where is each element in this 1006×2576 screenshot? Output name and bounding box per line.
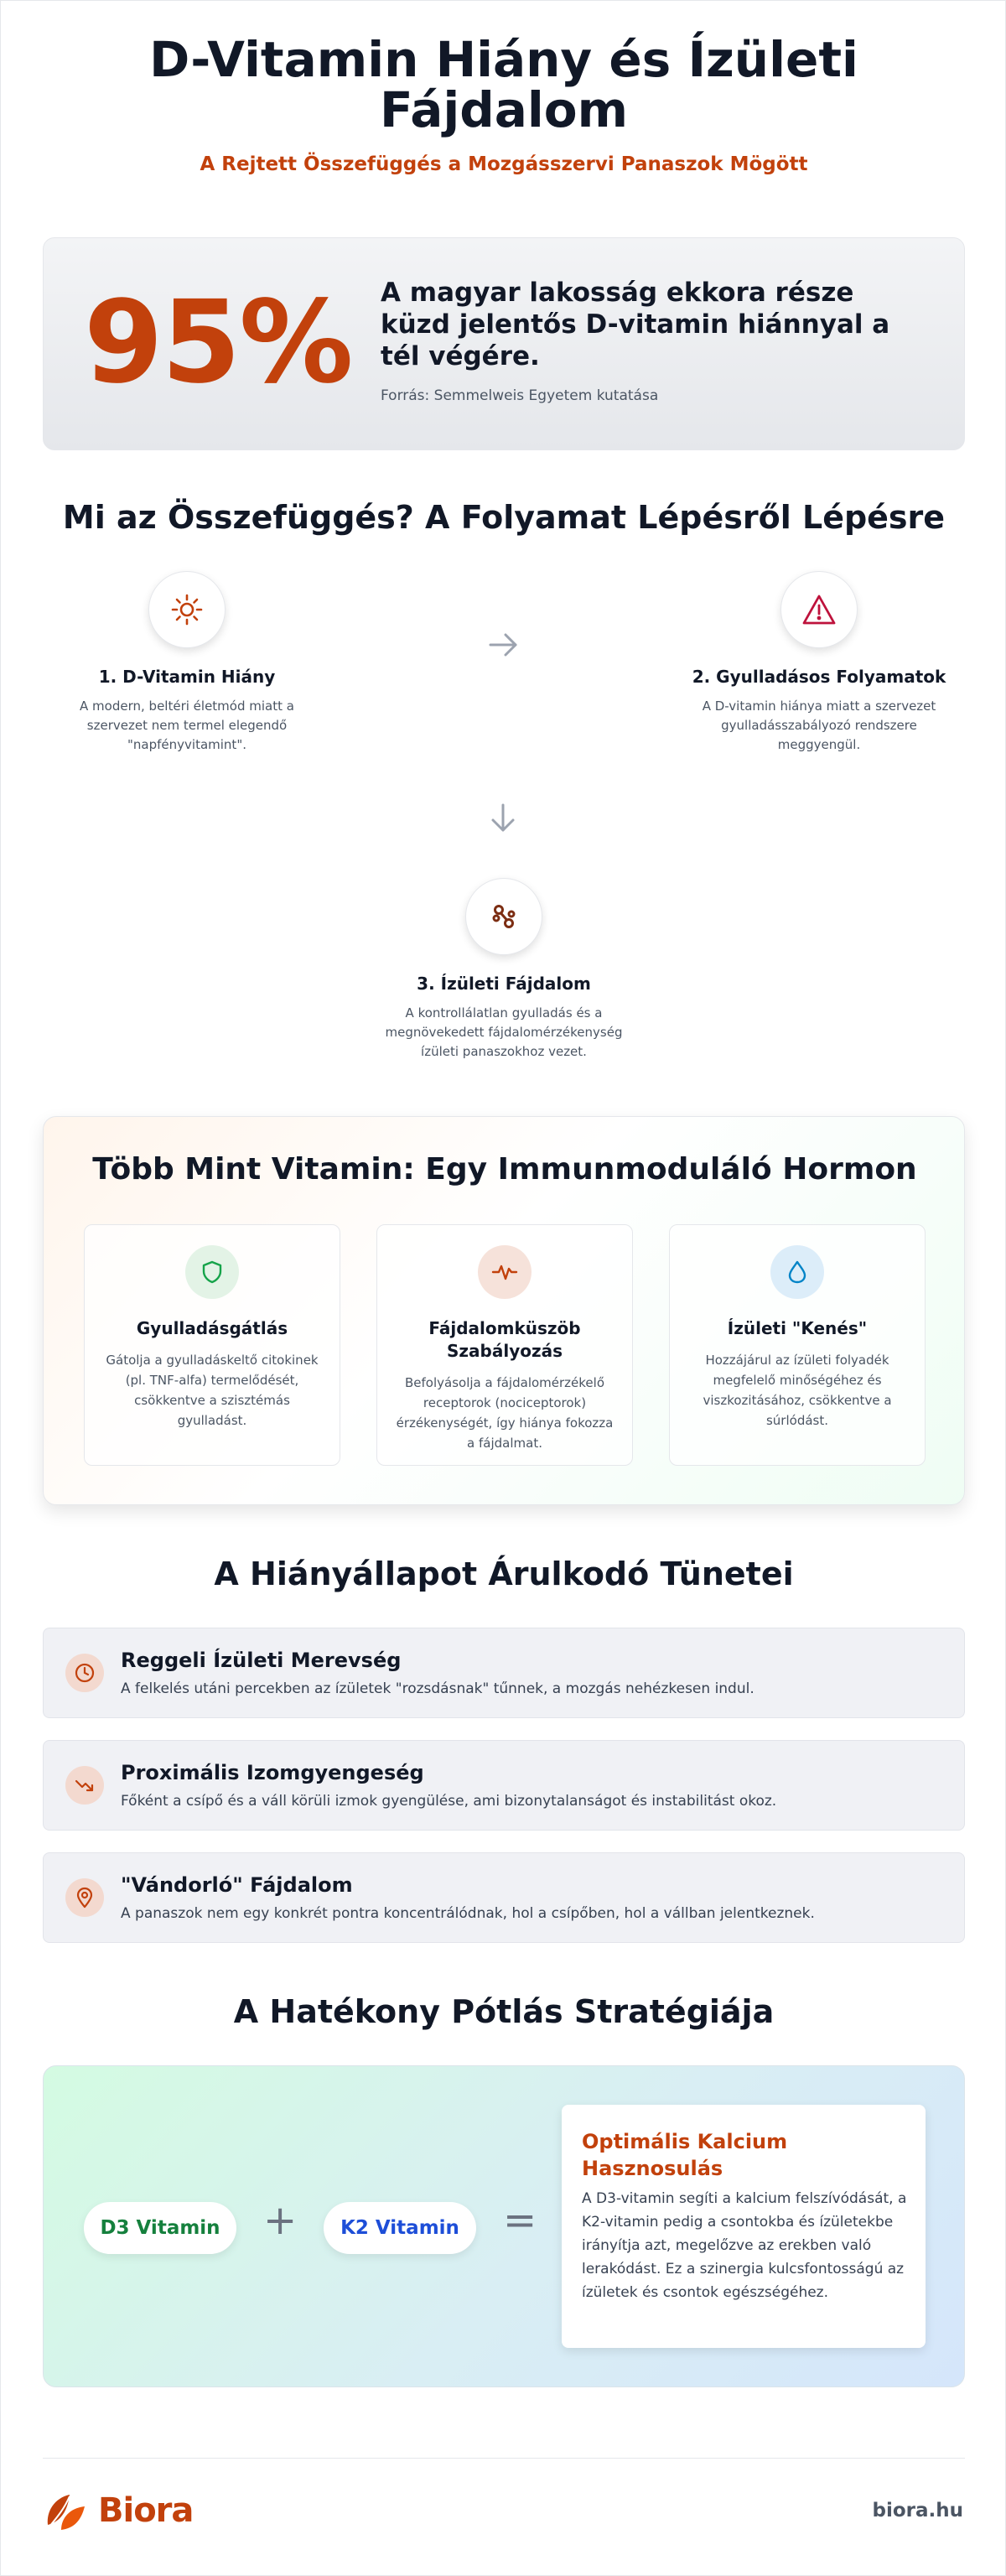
pulse-icon: [478, 1245, 532, 1299]
stat-text: A magyar lakosság ekkora része küzd jelentős D-vitamin hiánnyal a tél végére.: [381, 278, 890, 371]
equals-sign: =: [503, 2197, 537, 2244]
step-title: 2. Gyulladásos Folyamatok: [692, 667, 946, 687]
result-card: [562, 2105, 926, 2348]
page-title: D-Vitamin Hiány és Ízületi Fájdalom: [149, 31, 858, 138]
hormone-card-pain-threshold: [376, 1224, 633, 1466]
clock-icon: [65, 1654, 104, 1692]
website-link[interactable]: biora.hu: [872, 2500, 963, 2521]
symptom-morning-stiffness: [43, 1628, 965, 1718]
shield-icon: [185, 1245, 239, 1299]
hormone-card-anti-inflammatory: [84, 1224, 340, 1466]
symptoms-section-title: A Hiányállapot Árulkodó Tünetei: [214, 1555, 794, 1592]
symptom-desc: A panaszok nem egy konkrét pontra koncentrálódnak, hol a csípőben, hol a vállban jelentkeznek.: [121, 1905, 815, 1922]
symptom-title: Proximális Izomgyengeség: [121, 1761, 424, 1784]
step-desc: A kontrollálatlan gyulladás és a megnövekedett fájdalomérzékenység ízületi panaszokhoz vezet.: [385, 1005, 623, 1059]
result-title: Optimális Kalcium Hasznosulás: [582, 2130, 788, 2180]
stat-card: [43, 237, 965, 450]
hormone-card-joint-lubrication: [669, 1224, 926, 1466]
process-step-1: [44, 571, 329, 755]
symptom-muscle-weakness: [43, 1740, 965, 1831]
plus-sign: +: [263, 2197, 298, 2244]
step-title: 3. Ízületi Fájdalom: [417, 974, 591, 994]
symptom-desc: Főként a csípő és a váll körüli izmok gyengülése, ami bizonytalanságot és instabilitást okoz.: [121, 1793, 777, 1810]
arrow-down-icon: [488, 802, 518, 839]
header: [1, 31, 1006, 175]
d3-vitamin-pill: D3 Vitamin: [84, 2202, 236, 2254]
leaf-icon: [43, 2483, 95, 2538]
supplement-section: [43, 2065, 965, 2387]
droplet-icon: [770, 1245, 824, 1299]
logo-text: Biora: [98, 2491, 194, 2530]
stat-number: 95%: [84, 277, 352, 409]
location-pin-icon: [65, 1878, 104, 1917]
stat-source: Forrás: Semmelweis Egyetem kutatása: [381, 387, 659, 404]
supplement-section-title: A Hatékony Pótlás Stratégiája: [233, 1993, 775, 2030]
process-section-title: Mi az Összefüggés? A Folyamat Lépésről Lépésre: [62, 499, 946, 536]
hormone-card-desc: Gátolja a gyulladáskeltő citokinek (pl. TNF-alfa) termelődését, csökkentve a szisztémás gyulladást.: [106, 1353, 319, 1428]
warning-icon: [780, 571, 858, 648]
process-step-3: [361, 878, 646, 1062]
hormone-section-title: Több Mint Vitamin: Egy Immunmoduláló Hormon: [92, 1152, 917, 1187]
hormone-card-title: Gyulladásgátlás: [136, 1318, 288, 1338]
arrow-right-icon: [487, 630, 521, 663]
process-step-2: [677, 571, 962, 755]
footer-divider: [43, 2458, 965, 2459]
hormone-card-title: Fájdalomküszöb Szabályozás: [428, 1318, 581, 1361]
k2-vitamin-pill: K2 Vitamin: [324, 2202, 476, 2254]
joint-icon: [465, 878, 542, 955]
symptom-title: "Vándorló" Fájdalom: [121, 1873, 353, 1897]
hormone-section: [43, 1116, 965, 1505]
brand-logo[interactable]: [43, 2483, 193, 2538]
symptom-wandering-pain: [43, 1852, 965, 1943]
hormone-card-title: Ízületi "Kenés": [727, 1318, 868, 1338]
sun-icon: [148, 571, 226, 648]
step-desc: A modern, beltéri életmód miatt a szervezet nem termel elegendő "napfényvitamint".: [80, 699, 294, 752]
step-desc: A D-vitamin hiánya miatt a szervezet gyulladásszabályozó rendszere meggyengül.: [702, 699, 936, 752]
result-desc: A D3-vitamin segíti a kalcium felszívódását, a K2-vitamin pedig a csontokba és ízületekbe irányítja azt, megelőzve az erekben való lerakódást. Ez a szinergia kulcsfontosságú az ízületek és csontok egészségéhez.: [582, 2190, 907, 2301]
page-subtitle: A Rejtett Összefüggés a Mozgásszervi Panaszok Mögött: [200, 153, 808, 175]
hormone-card-desc: Befolyásolja a fájdalomérzékelő receptorok (nociceptorok) érzékenységét, így hiánya fokozza a fájdalmat.: [396, 1375, 614, 1451]
symptom-desc: A felkelés utáni percekben az ízületek "rozsdásnak" tűnnek, a mozgás nehézkesen indul.: [121, 1680, 754, 1697]
step-title: 1. D-Vitamin Hiány: [98, 667, 276, 687]
symptom-title: Reggeli Ízületi Merevség: [121, 1649, 402, 1672]
hormone-card-desc: Hozzájárul az ízületi folyadék megfelelő minőségéhez és viszkozitásához, csökkentve a súrlódást.: [703, 1353, 892, 1428]
trend-down-icon: [65, 1766, 104, 1805]
